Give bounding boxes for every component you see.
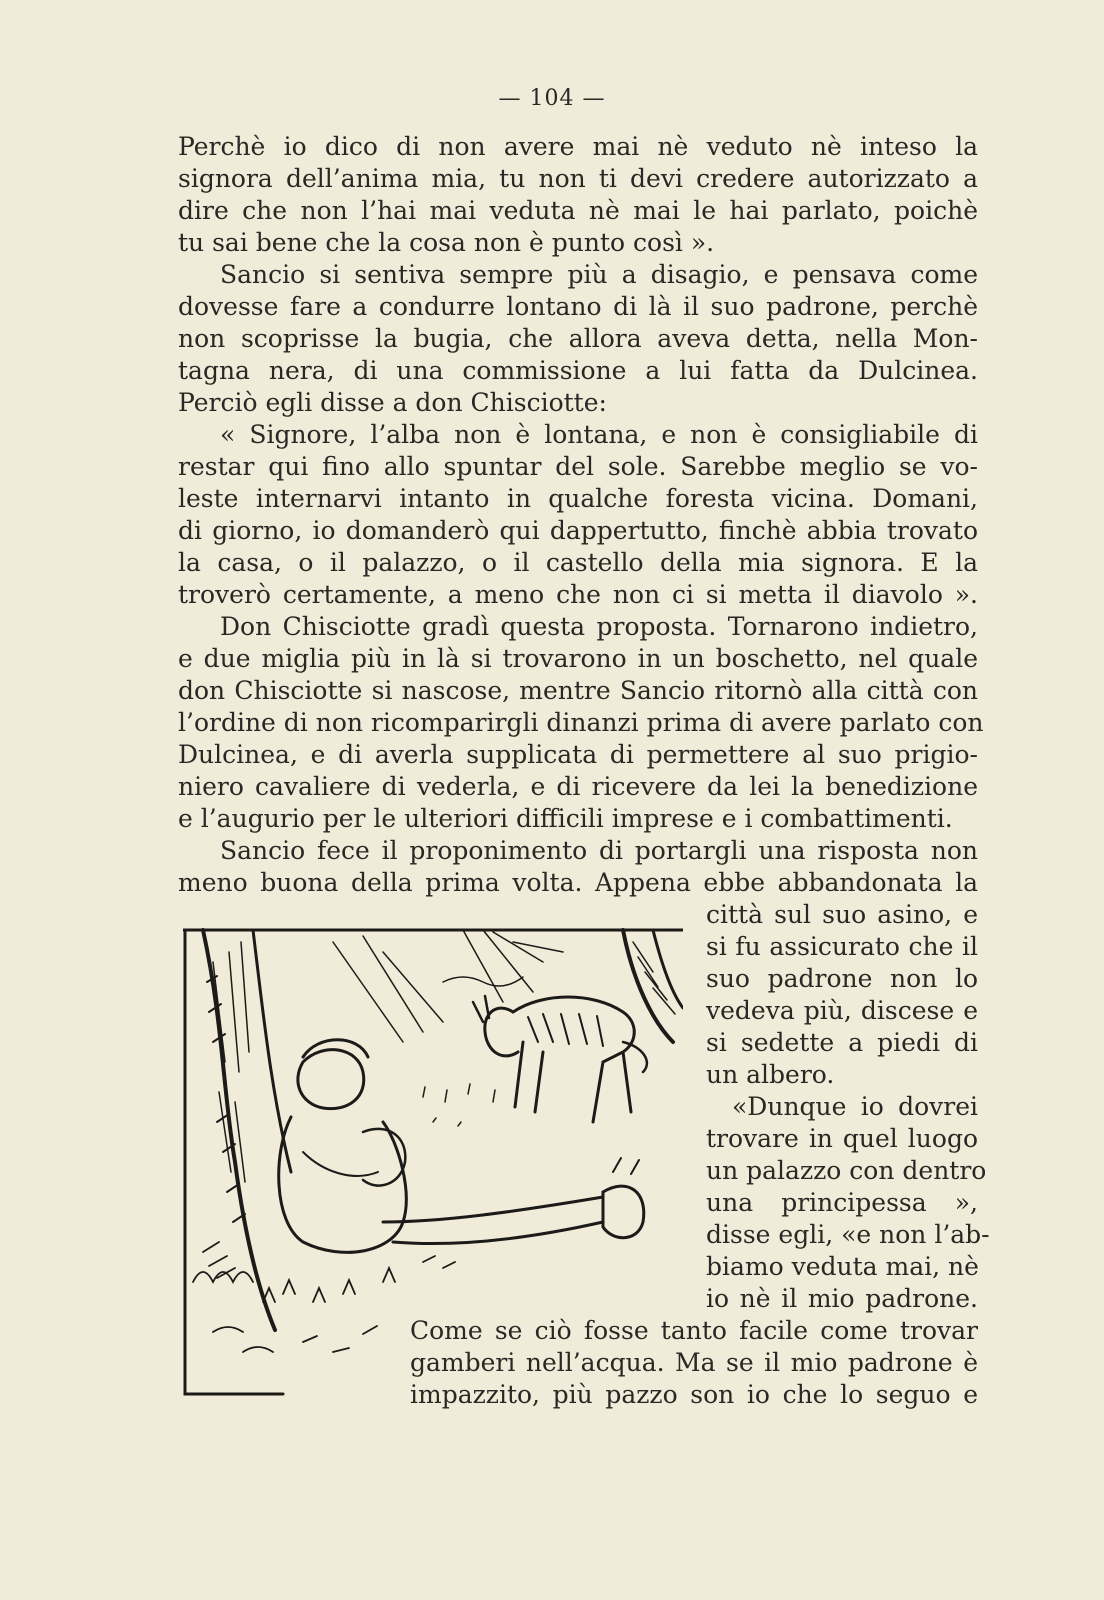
page-number: — 104 — bbox=[498, 86, 606, 111]
text-line: niero cavaliere di vederla, e di ricevere da lei la benedizione bbox=[178, 772, 978, 801]
text-line: don Chisciotte si nascose, mentre Sancio ritornò alla città con bbox=[178, 676, 978, 705]
text-line: Come se ciò fosse tanto facile come trovar bbox=[410, 1316, 978, 1345]
text-line: disse egli, «e non l’ab- bbox=[706, 1220, 990, 1249]
text-line: impazzito, più pazzo son io che lo seguo e bbox=[410, 1380, 978, 1409]
text-line: un palazzo con dentro bbox=[706, 1156, 987, 1185]
text-line: Dulcinea, e di averla supplicata di permettere al suo prigio- bbox=[178, 740, 978, 769]
text-line: trovare in quel luogo bbox=[706, 1124, 978, 1153]
text-line: l’ordine di non ricomparirgli dinanzi prima di avere parlato con bbox=[178, 708, 984, 737]
text-line: di giorno, io domanderò qui dappertutto, finchè abbia trovato bbox=[178, 516, 978, 545]
text-line: vedeva più, discese e bbox=[706, 996, 978, 1025]
text-line: si sedette a piedi di bbox=[706, 1028, 978, 1057]
text-line: suo padrone non lo bbox=[706, 964, 978, 993]
text-line: una principessa », bbox=[706, 1188, 978, 1217]
text-line: un albero. bbox=[706, 1060, 835, 1089]
text-line: «Dunque io dovrei bbox=[732, 1092, 978, 1121]
text-line: Perciò egli disse a don Chisciotte: bbox=[178, 388, 607, 417]
text-line: signora dell’anima mia, tu non ti devi credere autorizzato a bbox=[178, 164, 978, 193]
text-line: non scoprisse la bugia, che allora aveva detta, nella Mon- bbox=[178, 324, 978, 353]
text-line: Perchè io dico di non avere mai nè veduto nè inteso la bbox=[178, 132, 978, 161]
text-line: la casa, o il palazzo, o il castello della mia signora. E la bbox=[178, 548, 978, 577]
text-line: città sul suo asino, e bbox=[706, 900, 978, 929]
text-line: Don Chisciotte gradì questa proposta. Tornarono indietro, bbox=[220, 612, 978, 641]
text-line: tagna nera, di una commissione a lui fatta da Dulcinea. bbox=[178, 356, 978, 385]
text-line: dire che non l’hai mai veduta nè mai le hai parlato, poichè bbox=[178, 196, 978, 225]
text-line: leste internarvi intanto in qualche foresta vicina. Domani, bbox=[178, 484, 978, 513]
text-line: biamo veduta mai, nè bbox=[706, 1252, 979, 1281]
text-line: e due miglia più in là si trovarono in un boschetto, nel quale bbox=[178, 644, 978, 673]
text-line: dovesse fare a condurre lontano di là il suo padrone, perchè bbox=[178, 292, 978, 321]
text-line: io nè il mio padrone. bbox=[706, 1284, 978, 1313]
text-line: gamberi nell’acqua. Ma se il mio padrone è bbox=[410, 1348, 978, 1377]
text-line: restar qui fino allo spuntar del sole. Sarebbe meglio se vo- bbox=[178, 452, 978, 481]
text-line: Sancio si sentiva sempre più a disagio, e pensava come bbox=[220, 260, 978, 289]
text-line: si fu assicurato che il bbox=[706, 932, 978, 961]
text-line: « Signore, l’alba non è lontana, e non è consigliabile di bbox=[220, 420, 978, 449]
text-line: e l’augurio per le ulteriori difficili imprese e i combattimenti. bbox=[178, 804, 953, 833]
illustration-sancio-under-tree bbox=[183, 922, 683, 1397]
text-line: Sancio fece il proponimento di portargli una risposta non bbox=[220, 836, 978, 865]
text-line: meno buona della prima volta. Appena ebbe abbandonata la bbox=[178, 868, 978, 897]
text-line: troverò certamente, a meno che non ci si metta il diavolo ». bbox=[178, 580, 978, 609]
text-line: tu sai bene che la cosa non è punto così ». bbox=[178, 228, 715, 257]
